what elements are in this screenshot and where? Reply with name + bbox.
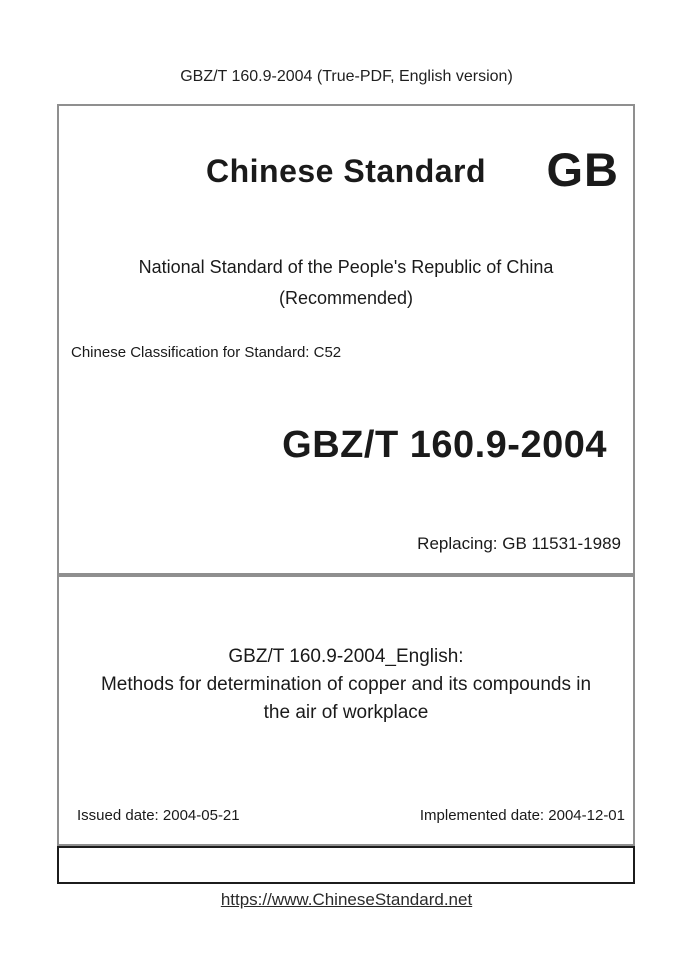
national-standard-block xyxy=(59,252,633,314)
classification-label: Chinese Classification for Standard: C52 xyxy=(71,344,342,361)
title-box xyxy=(57,575,635,846)
brand-title: Chinese Standard xyxy=(205,153,487,189)
document-title-line: the air of workplace xyxy=(263,702,429,723)
page-header-text: GBZ/T 160.9-2004 (True-PDF, English version) xyxy=(180,68,513,85)
replacing-note: Replacing: GB 11531-1989 xyxy=(417,534,621,553)
cover-box xyxy=(57,104,635,575)
footer-link[interactable]: https://www.ChineseStandard.net xyxy=(220,890,473,909)
recommended-line: (Recommended) xyxy=(278,288,414,308)
document-title-line: Methods for determination of copper and its compounds in xyxy=(100,674,592,695)
empty-footer-box xyxy=(57,846,635,884)
national-standard-line: National Standard of the People's Republic of China xyxy=(138,257,554,277)
dates-row xyxy=(77,807,625,825)
implemented-date: Implemented date: 2004-12-01 xyxy=(419,807,625,824)
document-title-line: GBZ/T 160.9-2004_English: xyxy=(228,646,464,667)
standard-number: GBZ/T 160.9-2004 xyxy=(282,424,607,466)
issued-date: Issued date: 2004-05-21 xyxy=(77,807,240,824)
document-title xyxy=(59,643,633,727)
gb-logo: GB xyxy=(546,143,619,196)
